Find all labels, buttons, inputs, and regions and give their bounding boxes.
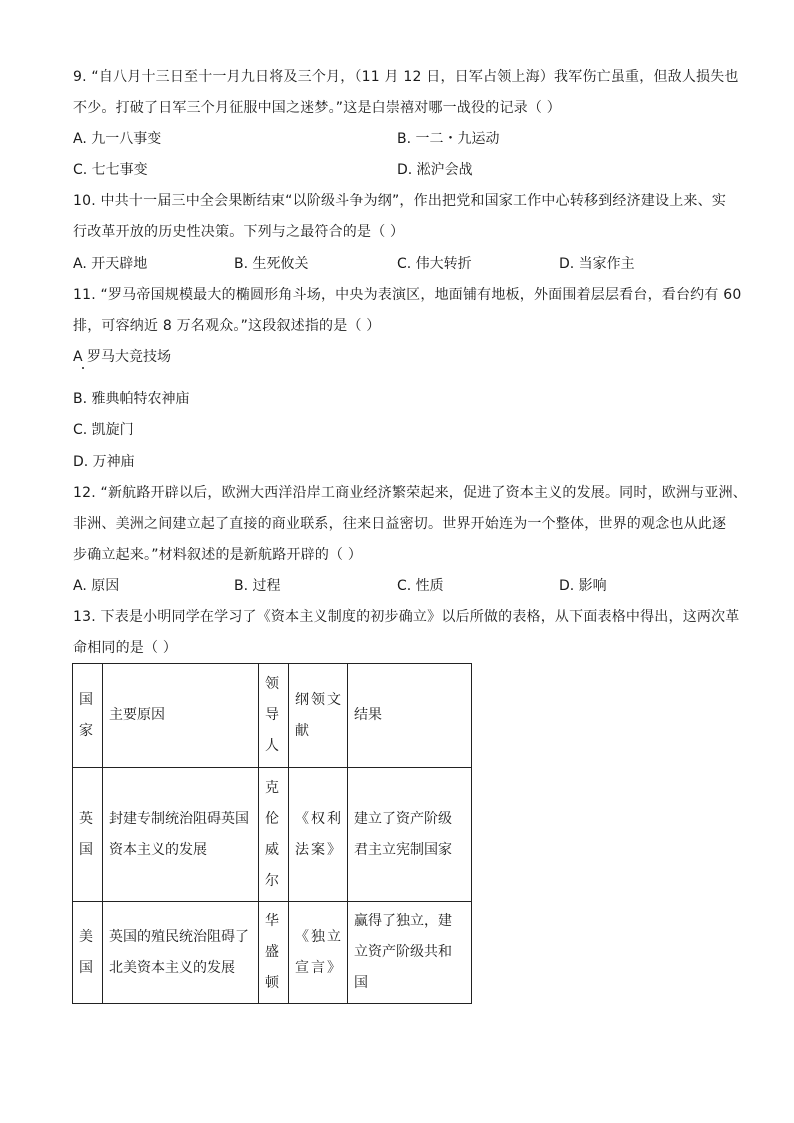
q11-option-b: B. 雅典帕特农神庙 <box>73 391 190 407</box>
row2-reason: 英国的殖民统治阻碍了北美资本主义的发展 <box>103 902 259 1004</box>
q13-stem-line1: 13. 下表是小明同学在学习了《资本主义制度的初步确立》以后所做的表格，从下面表格中得出，这两次革 <box>73 609 740 625</box>
header-country: 国家 <box>73 664 103 768</box>
header-document-text: 纲领文献 <box>295 691 341 739</box>
q13-stem-line2: 命相同的是（ ） <box>73 640 178 656</box>
q12-option-b: B. 过程 <box>234 578 281 594</box>
table-header-row <box>73 664 472 768</box>
q9-option-c: C. 七七事变 <box>73 162 148 178</box>
row2-document <box>289 902 348 1004</box>
q11-stem-line2: 排，可容纳近 8 万名观众。”这段叙述指的是（ ） <box>73 318 381 334</box>
q10-option-b: B. 生死攸关 <box>234 256 309 272</box>
header-leader: 领导人 <box>259 664 289 768</box>
row1-reason: 封建专制统治阻碍英国资本主义的发展 <box>103 768 259 902</box>
q12-option-d: D. 影响 <box>559 578 607 594</box>
q9-option-d: D. 淞沪会战 <box>397 162 473 178</box>
q12-option-c: C. 性质 <box>397 578 444 594</box>
table-row <box>73 902 472 1004</box>
q11-option-a: A 罗马大竞技场 <box>73 349 172 365</box>
q11-stem-line1: 11. “罗马帝国规模最大的椭圆形角斗场，中央为表演区，地面铺有地板，外面围着层层看台，看台约有 60 <box>73 287 742 303</box>
q12-stem-line1: 12. “新航路开辟以后，欧洲大西洋沿岸工商业经济繁荣起来，促进了资本主义的发展。同时，欧洲与亚洲、 <box>73 485 747 501</box>
row2-result: 赢得了独立，建立资产阶级共和国 <box>348 902 472 1004</box>
q9-option-b: B. 一二・九运动 <box>397 131 500 147</box>
q9-option-a: A. 九一八事变 <box>73 131 162 147</box>
q10-stem-line2: 行改革开放的历史性决策。下列与之最符合的是（ ） <box>73 224 405 240</box>
q10-stem-line1: 10. 中共十一届三中全会果断结束“以阶级斗争为纲”，作出把党和国家工作中心转移到经济建设上来、实 <box>73 193 727 209</box>
q11-option-c: C. 凯旋门 <box>73 422 134 438</box>
q10-option-d: D. 当家作主 <box>559 256 635 272</box>
row1-document-text: 《权利法案》 <box>295 810 341 858</box>
q12-stem-line2: 非洲、美洲之间建立起了直接的商业联系，往来日益密切。世界开始连为一个整体，世界的观念也从此逐 <box>73 516 727 532</box>
row1-result: 建立了资产阶级君主立宪制国家 <box>348 768 472 902</box>
row1-country: 英国 <box>73 768 103 902</box>
header-result: 结果 <box>348 664 472 768</box>
row1-leader: 克伦威尔 <box>259 768 289 902</box>
row2-document-text: 《独立宣言》 <box>295 928 341 976</box>
stray-dot-mark <box>82 367 84 369</box>
revolution-comparison-table <box>72 663 472 1004</box>
header-reason: 主要原因 <box>103 664 259 768</box>
q12-option-a: A. 原因 <box>73 578 120 594</box>
q11-option-d: D. 万神庙 <box>73 454 135 470</box>
q10-option-c: C. 伟大转折 <box>397 256 472 272</box>
q10-option-a: A. 开天辟地 <box>73 256 148 272</box>
row2-country: 美国 <box>73 902 103 1004</box>
q9-stem-line1: 9. “自八月十三日至十一月九日将及三个月，（11 月 12 日，日军占领上海）我军伤亡虽重，但敌人损失也 <box>73 69 739 85</box>
q12-stem-line3: 步确立起来。”材料叙述的是新航路开辟的（ ） <box>73 547 363 563</box>
table-row <box>73 768 472 902</box>
q9-stem-line2: 不少。打破了日军三个月征服中国之迷梦。”这是白崇禧对哪一战役的记录（ ） <box>73 100 561 116</box>
row1-document <box>289 768 348 902</box>
header-document <box>289 664 348 768</box>
row2-leader: 华盛顿 <box>259 902 289 1004</box>
